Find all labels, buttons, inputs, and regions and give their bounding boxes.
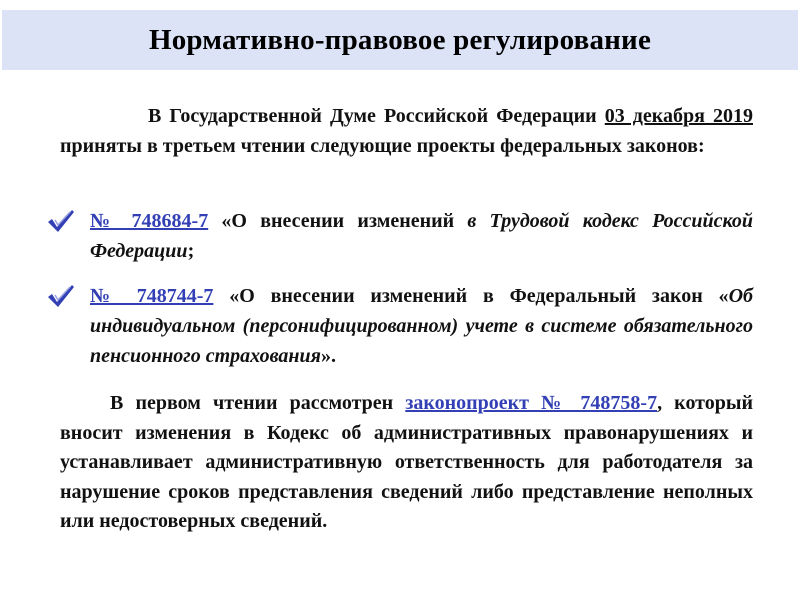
- bill-number-link[interactable]: № 748684-7: [90, 210, 209, 232]
- bullet-text: [90, 206, 753, 266]
- bullet-plain: «О внесении изменений: [208, 210, 468, 232]
- checkmark-icon: [46, 208, 76, 234]
- para2-pre: В первом чтении рассмотрен: [110, 392, 406, 414]
- bullet-item: [90, 281, 753, 371]
- intro-paragraph: [60, 101, 753, 161]
- bullet-item: [90, 206, 753, 266]
- bill-number-link[interactable]: № 748744-7: [90, 285, 214, 307]
- page-title: Нормативно-правовое регулирование: [148, 23, 652, 56]
- bullet-end: ».: [320, 345, 336, 367]
- intro-post: приняты в третьем чтении следующие проекты федеральных законов:: [60, 135, 705, 157]
- first-reading-paragraph: [60, 389, 753, 537]
- para2-post: , который вносит изменения в Кодекс об административных правонарушениях и устанавливает административную ответственность для работодателя за нарушение сроков представления сведений либо представление неполных или недостоверных сведений.: [60, 392, 753, 532]
- checkmark-icon: [46, 283, 76, 309]
- bullet-italic: в Трудовой кодекс Российской Федерации: [90, 210, 753, 262]
- title-bar: [2, 10, 798, 70]
- bullet-plain: «О внесении изменений в Федеральный закон «: [213, 285, 729, 307]
- intro-date: 03 декабря 2019: [604, 105, 753, 127]
- bill-link[interactable]: законопроект № 748758-7: [405, 392, 658, 414]
- intro-pre: В Государственной Думе Российской Федерации: [148, 105, 605, 127]
- bullet-text: [90, 281, 753, 371]
- bullet-end: ;: [187, 240, 195, 262]
- bullet-italic: Об индивидуальном (персонифицированном) учете в системе обязательного пенсионного страхования: [90, 285, 753, 367]
